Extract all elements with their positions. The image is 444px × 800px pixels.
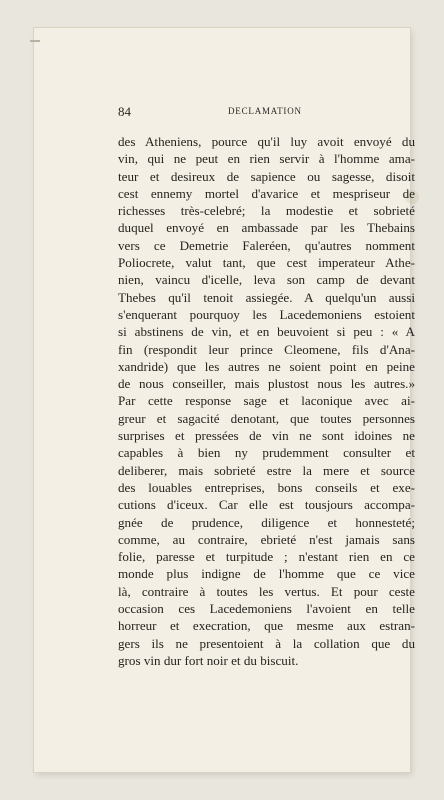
page-edge-mark [30,40,40,42]
text-line: Par cette response sage et laconique avec ai- [118,393,415,409]
text-line: greur et sagacité denotant, que toutes personnes [118,410,415,426]
text-line: surprises et pressées de vin ne sont idoines ne [118,428,415,444]
text-line: comme, au contraire, ebrieté n'est jamais sans [118,531,415,547]
text-line: capables à bien ny prudemment consulter et [118,445,415,461]
page-header [118,104,314,120]
text-line: Poliocrete, valut tant, que cest imperateur Athe- [118,255,415,271]
body-text [118,133,415,669]
text-line: des louables entreprises, bons conseils et exe- [118,479,415,495]
text-line: s'enquerant pourquoy les Lacedemoniens estoient [118,306,415,322]
text-line: de nous conseiller, mais plustost nous les autres.» [118,376,415,392]
text-line: gers ils ne presentoient à la collation que du [118,635,415,651]
text-line: Thebes qu'il tenoit assiegée. A quelqu'un aussi [118,289,415,305]
text-line: cutions d'iceux. Car elle est tousjours accompa- [118,497,415,513]
text-line: deliberer, mais sobrieté estre la mere et source [118,462,415,478]
text-line: gnée de prudence, diligence et honnesteté; [118,514,415,530]
text-line: là, contraire à toutes les vertus. Et pour ceste [118,583,415,599]
text-line: nien, vaincu d'icelle, leva son camp de devant [118,272,415,288]
text-line: occasion ces Lacedemoniens l'avoient en telle [118,601,415,617]
text-line: richesses très-celebré; la modestie et sobrieté [118,203,415,219]
text-line: folie, paresse et turpitude ; n'estant rien en ce [118,549,415,565]
text-line: fin (respondit leur prince Cleomene, fils d'Ana- [118,341,415,357]
running-head: DECLAMATION [228,106,302,116]
text-line: si abstinens de vin, et en beuvoient si peu : « A [118,324,415,340]
text-line: cest ennemy mortel d'avarice et mespriseur de [118,185,415,201]
text-line: des Atheniens, pource qu'il luy avoit envoyé du [118,134,415,149]
text-line: vers ce Demetrie Faleréen, qu'autres nomment [118,237,415,253]
text-line: gros vin dur fort noir et du biscuit. [118,652,299,668]
text-line: horreur et execration, que mesme aux estran- [118,618,415,634]
text-line: duquel envoyé en ambassade par les Thebains [118,220,415,236]
text-line: monde plus indigne de l'homme que ce vice [118,566,415,582]
text-line: teur et desireux de sapience ou sagesse, disoit [118,168,415,184]
page-number: 84 [118,104,131,119]
text-line: vin, qui ne peut en rien servir à l'homme ama- [118,151,415,167]
text-line: xandride) que les autres ne soient point en peine [118,358,415,374]
